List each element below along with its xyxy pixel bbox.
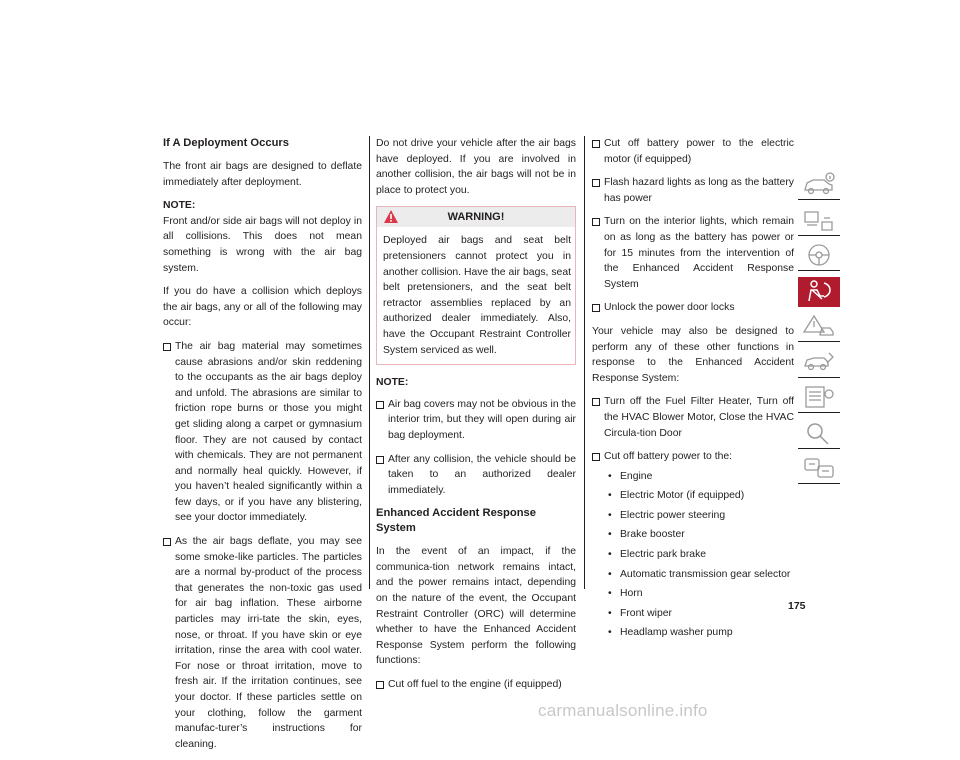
tab-emergency[interactable] (798, 312, 840, 342)
list-item: • Headlamp washer pump (608, 627, 733, 639)
bullet-list (376, 677, 576, 693)
checkbox-bullet-icon (376, 401, 384, 409)
list-item: The air bag material may sometimes cause abrasions and/or skin reddening to the occupants as the air bags deploy and unfold. The abrasions are similar to friction rope burns or those you might get sliding along a carpet or gymnasium floor. They are not caused by contact with chemicals. They are not permanent and normally heal quickly. However, if you haven’t healed significantly within a few days, or if you have any blistering, see your doctor immediately. (163, 339, 362, 526)
column-divider (369, 136, 370, 589)
list-item: Cut off battery power to the: (592, 449, 794, 465)
paragraph: If you do have a collision which deploys the air bags, any or all of the following may occur: (163, 286, 362, 329)
warning-text: Deployed air bags and seat belt pretensioners cannot protect you in another collision. Have the air bags, seat belt pretensioners, and the seat belt retractor assemblies replaced by an authorized dealer immediately. Also, have the Occupant Restraint Controller System serviced as well. (383, 235, 571, 356)
list-item: Air bag covers may not be obvious in the interior trim, but they will open during air bag deployment. (376, 397, 576, 444)
list-item: • Horn (608, 588, 643, 600)
tab-service[interactable] (798, 348, 840, 378)
page-number: 175 (788, 600, 806, 612)
list-item: After any collision, the vehicle should be taken to an authorized dealer immediately. (376, 452, 576, 499)
column-left (163, 136, 362, 760)
specifications-icon (802, 385, 836, 409)
list-item: Flash hazard lights as long as the battery has power (592, 175, 794, 206)
list-item: • Electric Motor (if equipped) (608, 490, 745, 502)
warning-header (377, 207, 575, 227)
column-divider (584, 136, 585, 589)
paragraph: Your vehicle may also be designed to perform any of these other functions in response to the Enhanced Accident Response System: (592, 325, 794, 384)
bullet-list (163, 339, 362, 752)
search-index-icon (802, 421, 836, 445)
section-heading-deployment: If A Deployment Occurs (163, 137, 289, 149)
airbag-safety-icon (802, 279, 836, 303)
checkbox-bullet-icon (592, 218, 600, 226)
checkbox-bullet-icon (592, 453, 600, 461)
warning-title: WARNING! (447, 211, 505, 224)
note-label: NOTE: (376, 377, 409, 389)
column-right (592, 136, 794, 645)
tab-specifications[interactable] (798, 383, 840, 413)
list-item: • Electric park brake (608, 549, 707, 561)
checkbox-bullet-icon (163, 343, 171, 351)
note-label: NOTE: (163, 200, 196, 212)
checkbox-bullet-icon (592, 398, 600, 406)
language-icon (802, 456, 836, 480)
steering-wheel-icon (802, 243, 836, 267)
bullet-list (592, 394, 794, 464)
column-middle (376, 136, 576, 701)
service-car-icon (802, 350, 836, 374)
list-item: • Electric power steering (608, 509, 726, 521)
car-info-icon (802, 172, 836, 196)
paragraph: The front air bags are designed to deflate immediately after deployment. (163, 161, 362, 188)
hazard-car-icon (802, 314, 836, 338)
list-item: Turn off the Fuel Filter Heater, Turn off the HVAC Blower Motor, Close the HVAC Circula-tion Door (592, 394, 794, 441)
list-item: Cut off fuel to the engine (if equipped) (376, 677, 576, 693)
paragraph: Do not drive your vehicle after the air bags have deployed. If you are involved in another collision, the air bags will not be in place to protect you. (376, 138, 576, 196)
list-item: Turn on the interior lights, which remain on as long as the battery has power or for 15 minutes from the intervention of the Enhanced Accident Response System (592, 214, 794, 292)
note-block (163, 198, 362, 276)
tab-index[interactable] (798, 419, 840, 449)
checkbox-bullet-icon (376, 456, 384, 464)
checkbox-bullet-icon (592, 304, 600, 312)
section-heading-enhanced-accident: Enhanced Accident Response System (376, 507, 536, 535)
checkbox-bullet-icon (592, 140, 600, 148)
note-text: Front and/or side air bags will not deploy in all collisions. This does not mean something is wrong with the air bag system. (163, 215, 362, 274)
chapter-tabs (798, 170, 840, 490)
list-item: • Automatic transmission gear selector (608, 568, 791, 580)
bullet-list (592, 136, 794, 316)
tab-car-info[interactable] (798, 170, 840, 200)
checkbox-bullet-icon (592, 179, 600, 187)
list-item: • Engine (608, 470, 653, 482)
list-item: • Brake booster (608, 529, 685, 541)
note-bullet-list (376, 397, 576, 499)
warning-triangle-icon (383, 209, 399, 224)
paragraph: In the event of an impact, if the communica-tion network remains intact, and the power remains intact, depending on the nature of the event, the Occupant Restraint Controller (ORC) will determine whether to have the Enhanced Accident Response System perform the following functions: (376, 546, 576, 667)
checkbox-bullet-icon (376, 681, 384, 689)
tab-safety[interactable] (798, 277, 840, 307)
checkbox-bullet-icon (163, 538, 171, 546)
warning-box (376, 206, 576, 365)
watermark: carmanualsonline.info (538, 701, 708, 720)
sub-bullet-list (592, 469, 794, 641)
dashboard-lights-icon (802, 208, 836, 232)
tab-steering[interactable] (798, 241, 840, 271)
list-item: As the air bags deflate, you may see some smoke-like particles. The particles are a normal by-product of the process that generates the non-toxic gas used for air bag inflation. These airborne particles may irri-tate the skin, eyes, nose, or throat. If you have skin or eye irritation, rinse the area with cool water. For nose or throat irritation, move to fresh air. If the irritation continues, see your doctor. If these particles settle on your clothing, follow the garment manufac-turer’s instructions for cleaning. (163, 534, 362, 752)
list-item: Cut off battery power to the electric motor (if equipped) (592, 136, 794, 167)
list-item: • Front wiper (608, 607, 672, 619)
list-item: Unlock the power door locks (592, 300, 794, 316)
tab-dashboard[interactable] (798, 206, 840, 236)
tab-language[interactable] (798, 454, 840, 484)
